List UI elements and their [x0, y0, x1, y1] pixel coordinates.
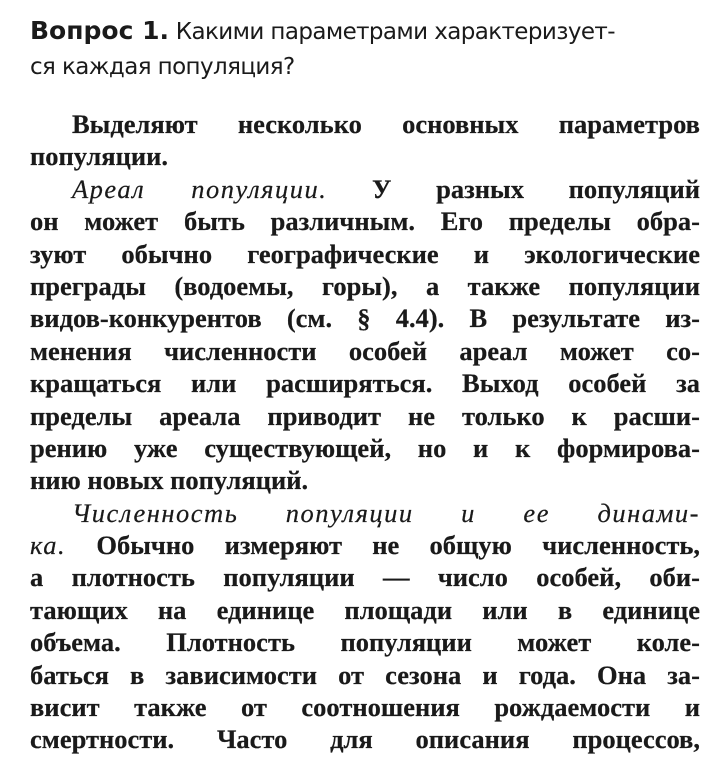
- question-text-1: Какими параметрами характеризует-: [175, 19, 615, 45]
- text-segment: рению уже существующей, но и к формирова-: [30, 432, 700, 463]
- text-line: [30, 691, 700, 723]
- text-line: [30, 335, 700, 367]
- text-segment: видов-конкурентов (см. § 4.4). В результате из-: [30, 303, 700, 334]
- text-segment: преграды (водоемы, горы), а также популяции: [30, 270, 700, 301]
- text-segment: баться в зависимости от сезона и года. Она за-: [30, 659, 700, 690]
- text-line: [30, 140, 700, 172]
- text-line: [30, 270, 700, 302]
- paragraph: [30, 497, 700, 756]
- text-line: [30, 529, 700, 561]
- italic-term: Ареал популяции.: [72, 173, 328, 204]
- question-line-1: [30, 12, 700, 49]
- text-line: [30, 659, 700, 691]
- question-label: Вопрос 1.: [30, 16, 169, 45]
- text-segment: он может быть различным. Его пределы обра-: [30, 206, 700, 237]
- text-segment: Обычно измеряют не общую численность,: [66, 530, 700, 561]
- text-segment: У разных популяций: [327, 173, 700, 204]
- text-line: [30, 108, 700, 140]
- text-line: [30, 238, 700, 270]
- italic-term: Численность популяции и ее динами-: [72, 497, 700, 528]
- text-segment: кращаться или расширяться. Выход особей за: [30, 368, 700, 399]
- text-line: [30, 432, 700, 464]
- text-line: [30, 400, 700, 432]
- text-line: [30, 302, 700, 334]
- text-segment: менения численности особей ареал может со-: [30, 335, 700, 366]
- text-segment: а плотность популяции — число особей, оби-: [30, 562, 700, 593]
- text-line: [30, 561, 700, 593]
- text-segment: зуют обычно географические и экологические: [30, 238, 700, 269]
- text-line: [30, 173, 700, 205]
- text-segment: Выделяют несколько основных параметров: [72, 109, 700, 139]
- text-segment: смертности. Часто для описания процессов,: [30, 724, 700, 755]
- paragraph: [30, 108, 700, 173]
- question-line-2: ся каждая популяция?: [30, 54, 295, 80]
- text-segment: тающих на единице площади или в единице: [30, 594, 700, 625]
- text-segment: нию новых популяций.: [30, 465, 309, 496]
- text-line: [30, 723, 700, 755]
- text-line: [30, 594, 700, 626]
- text-segment: популяции.: [30, 141, 169, 172]
- text-line: [30, 626, 700, 658]
- text-segment: висит также от соотношения рождаемости и: [30, 692, 700, 723]
- textbook-page: [30, 12, 700, 756]
- text-segment: пределы ареала приводит не только к расши-: [30, 400, 700, 431]
- text-line: [30, 464, 700, 496]
- text-segment: объема. Плотность популяции может коле-: [30, 627, 700, 658]
- text-line: [30, 497, 700, 529]
- text-line: [30, 205, 700, 237]
- text-line: [30, 367, 700, 399]
- italic-term: ка.: [30, 530, 67, 561]
- answer-body: [30, 108, 700, 756]
- paragraph: [30, 173, 700, 497]
